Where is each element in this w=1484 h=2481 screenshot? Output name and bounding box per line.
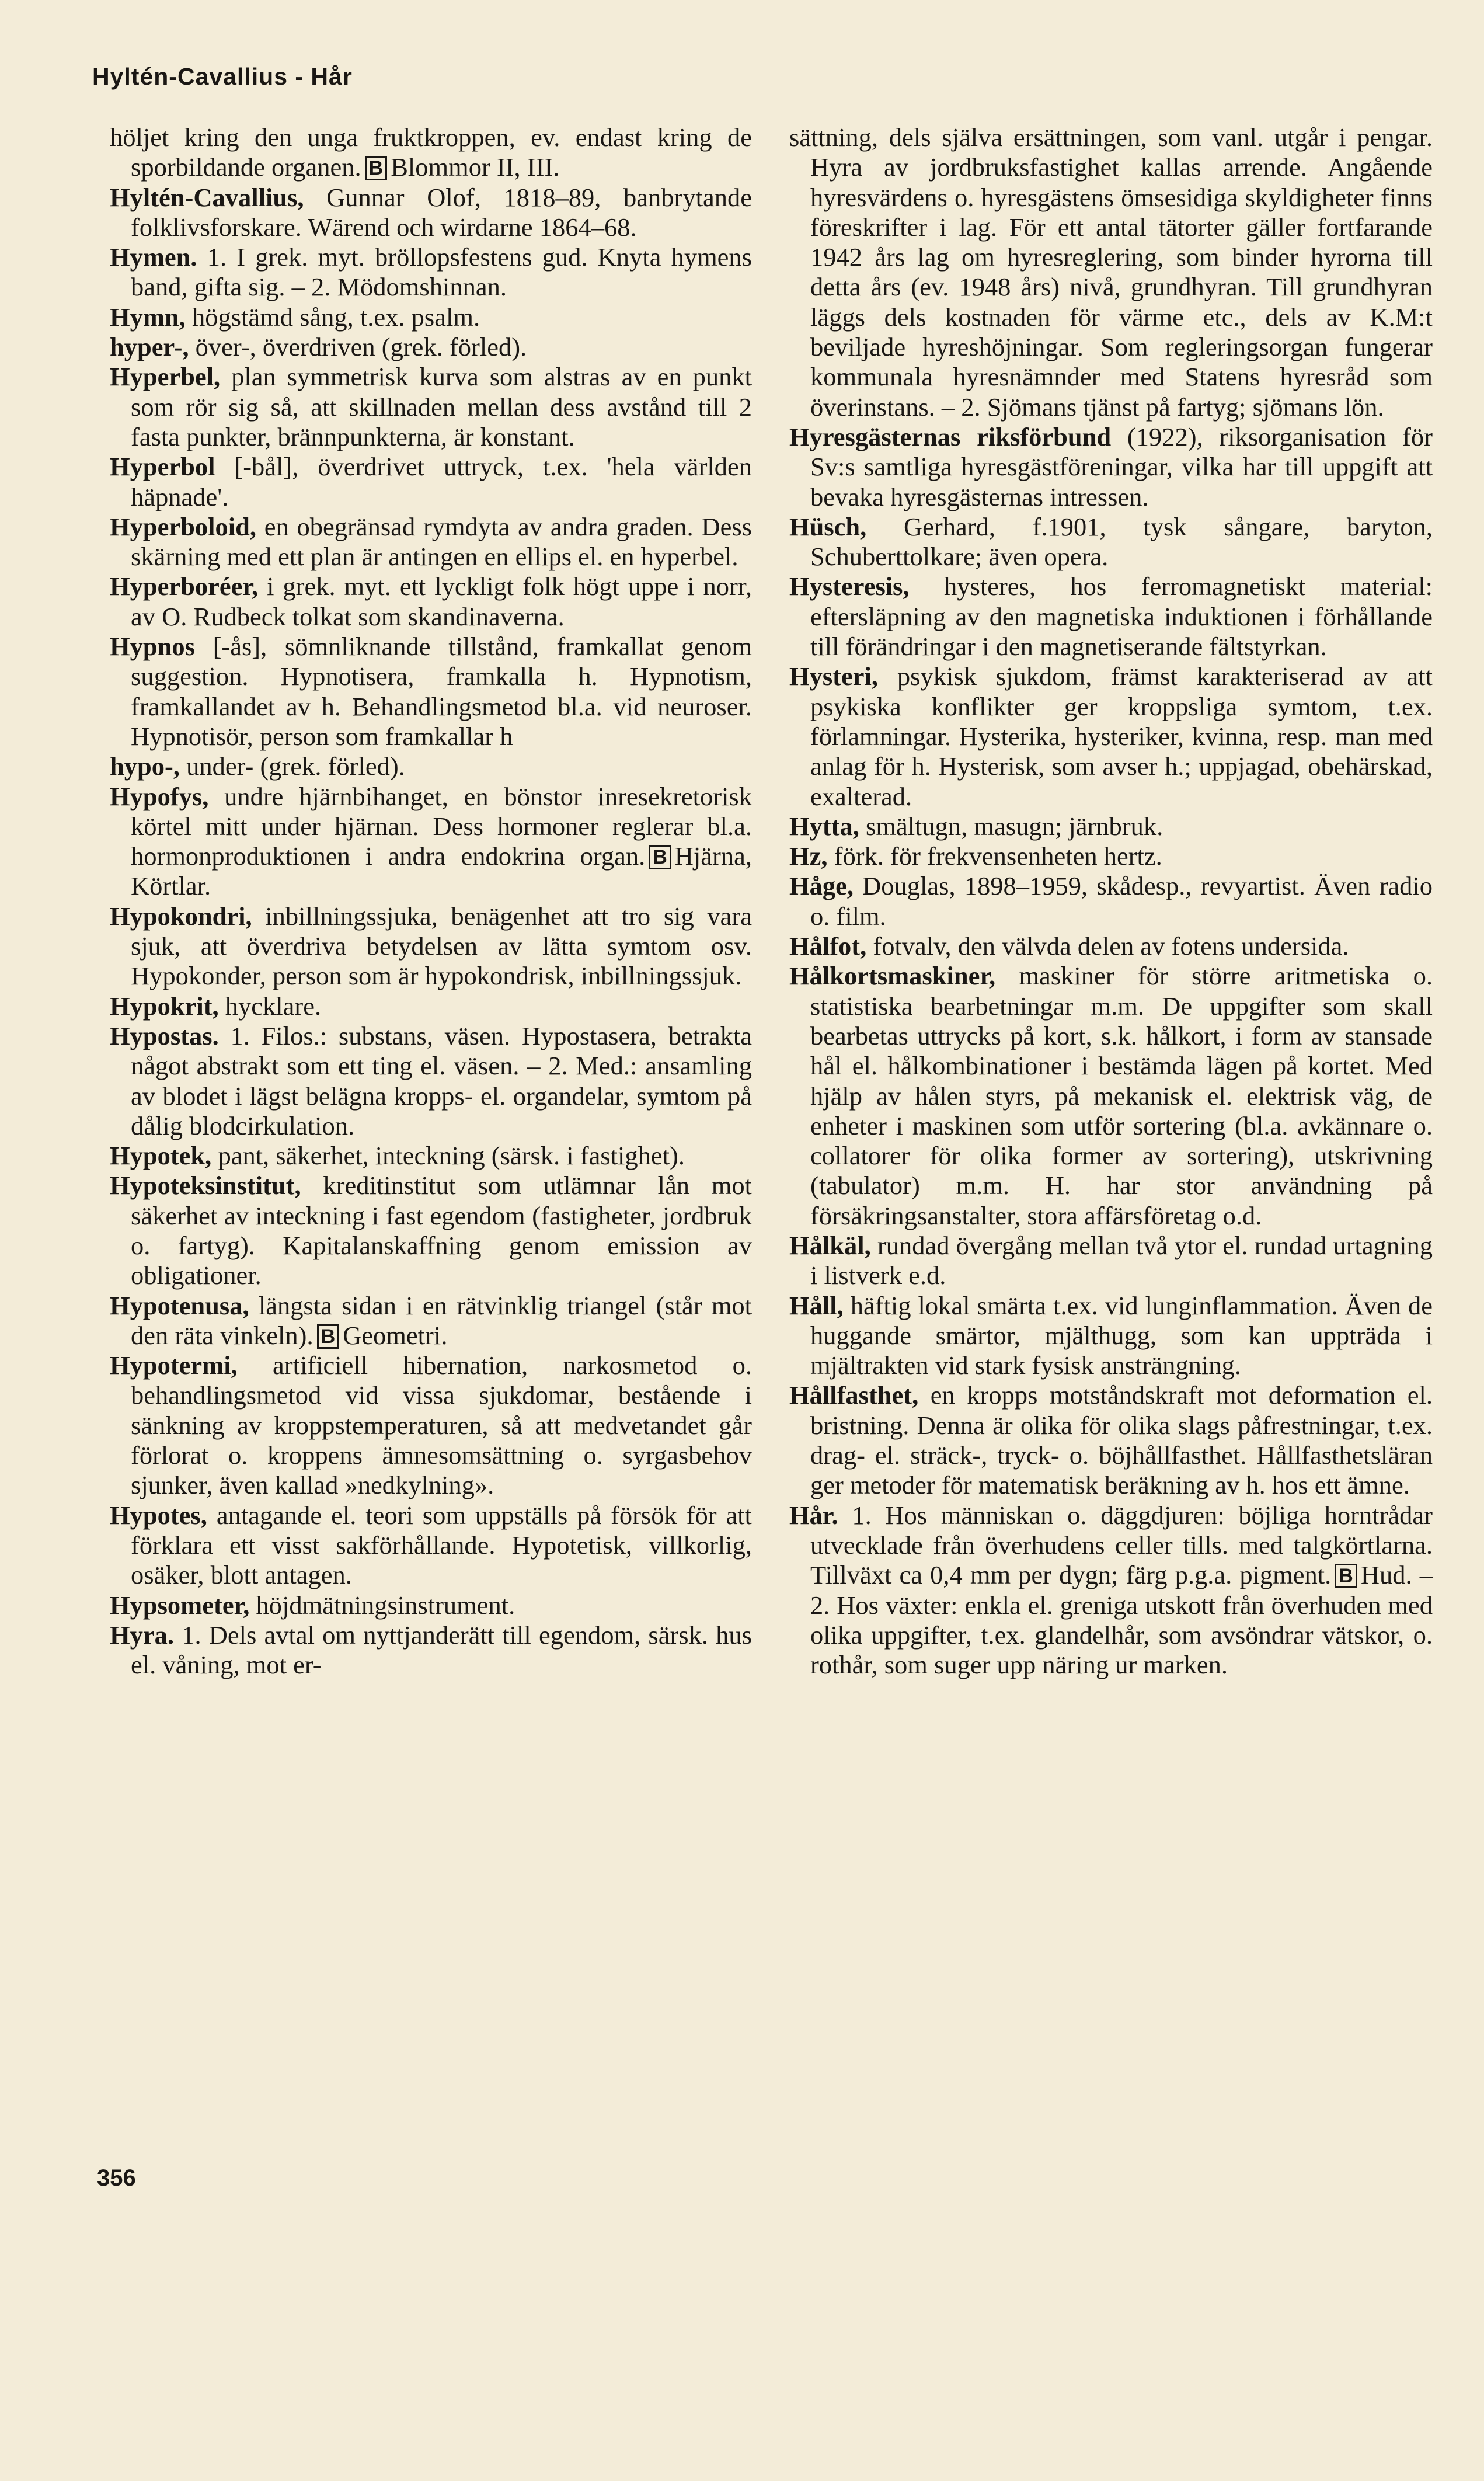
entry-definition: förk. för frekvensenheten hertz. bbox=[827, 841, 1162, 871]
entry-headword: Hålkortsmaskiner, bbox=[789, 961, 996, 991]
dictionary-entry bbox=[110, 1591, 752, 1620]
entry-headword: Hålkäl, bbox=[789, 1230, 871, 1260]
entry-headword: Hz, bbox=[789, 841, 828, 871]
entry-headword: Håge, bbox=[789, 871, 854, 901]
cross-reference-icon: B bbox=[649, 845, 671, 869]
entry-definition: plan symmetrisk kurva som alstras av en punkt som rör sig så, att skillnaden mellan dess avstånd till 2 fasta punkter, brännpunkterna, är konstant. bbox=[131, 362, 752, 451]
dictionary-entry bbox=[110, 1620, 752, 1680]
dictionary-entry bbox=[110, 1291, 752, 1351]
entry-headword: Hymn, bbox=[110, 302, 186, 332]
dictionary-entry bbox=[789, 572, 1433, 662]
dictionary-entry bbox=[789, 931, 1433, 961]
dictionary-entry bbox=[110, 302, 752, 332]
entry-definition: häftig lokal smärta t.ex. vid lunginflammation. Även de huggande smärtor, mjälthugg, som kan uppträda i mjältrakten vid stark fysisk ansträngning. bbox=[810, 1290, 1433, 1380]
entry-headword: Hypokrit, bbox=[110, 991, 219, 1021]
entry-definition: 1. Filos.: substans, väsen. Hypostasera, betrakta något abstrakt som ett ting el. väsen. – 2. Med.: ansamling av blodet i lägst belägna kropps- el. organdelar, symtom på dålig blodcirkulation. bbox=[131, 1021, 752, 1140]
entry-headword: Hüsch, bbox=[789, 511, 867, 541]
entry-headword: Hyperbol bbox=[110, 452, 215, 482]
entry-definition: [-bål], överdrivet uttryck, t.ex. 'hela världen häpnade'. bbox=[131, 452, 752, 511]
entry-headword: hypo-, bbox=[110, 751, 180, 781]
dictionary-entry bbox=[110, 991, 752, 1021]
entry-headword: Hypotek, bbox=[110, 1141, 212, 1171]
entry-definition: hycklare. bbox=[218, 991, 322, 1021]
entry-headword: Hypotenusa, bbox=[110, 1290, 249, 1320]
entry-headword: Hyperbel, bbox=[110, 362, 221, 392]
entry-headword: hyper-, bbox=[110, 332, 189, 362]
entry-definition: hysteres, hos ferromagnetiskt material: eftersläpning av den magnetiska induktionen i förhållande till förändringar i den magnetiserande fältstyrkan. bbox=[810, 572, 1433, 662]
entry-definition: (1922), riksorganisation för Sv:s samtliga hyresgästföreningar, vilka har till uppgift att bevaka hyresgästernas intressen. bbox=[810, 422, 1433, 511]
dictionary-entry bbox=[789, 841, 1433, 871]
entry-definition: Douglas, 1898–1959, skådesp., revyartist. Även radio o. film. bbox=[810, 871, 1433, 931]
entry-definition: längsta sidan i en rätvinklig triangel (står mot den räta vinkeln). bbox=[131, 1290, 752, 1350]
dictionary-entry bbox=[789, 961, 1433, 1231]
cross-reference-icon: B bbox=[365, 156, 388, 180]
entry-definition: i grek. myt. ett lyckligt folk högt uppe i norr, av O. Rudbeck tolkat som skandinaverna. bbox=[131, 572, 752, 631]
dictionary-entry bbox=[110, 751, 752, 781]
entry-definition: 1. Dels avtal om nyttjanderätt till egendom, särsk. hus el. våning, mot er- bbox=[131, 1620, 752, 1680]
entry-definition: artificiell hibernation, narkosmetod o. behandlingsmetod vid vissa sjukdomar, bestående i sänkning av kroppstemperaturen, så att medvetandet går förlorat o. kroppens ämnesomsättning o. syrgasbehov sjunker, även kallad »nedkylning». bbox=[131, 1351, 752, 1500]
dictionary-entry bbox=[110, 1141, 752, 1171]
dictionary-entry bbox=[110, 572, 752, 632]
entry-headword: Hypotes, bbox=[110, 1500, 207, 1530]
dictionary-entry bbox=[110, 332, 752, 362]
entry-headword: Hyperboloid, bbox=[110, 511, 256, 541]
dictionary-entry bbox=[110, 1171, 752, 1290]
entry-definition: undre hjärnbihanget, en bönstor inresekretorisk körtel mitt under hjärnan. Dess hormoner reglerar bl.a. hormonproduktionen i andra endokrina organ. bbox=[131, 781, 752, 871]
dictionary-entry bbox=[110, 123, 752, 183]
dictionary-entry bbox=[110, 452, 752, 512]
entry-definition: psykisk sjukdom, främst karakteriserad av att psykiska konflikter ger kroppsliga symtom, t.ex. förlamningar. Hysterika, hysteriker, kvinna, resp. man med anlag för h. Hysterisk, som avser h.; uppjagad, obehärskad, exalterad. bbox=[810, 662, 1433, 811]
dictionary-entry bbox=[789, 662, 1433, 811]
entry-definition: sättning, dels själva ersättningen, som vanl. utgår i pengar. Hyra av jordbruksfastighet kallas arrende. Angående hyresvärdens o. hyresgästens ömsesidiga skyldigheter finns föreskrifter i lag. För ett antal tätorter gäller fortfarande 1942 års lag om hyresreglering, som binder hyrorna till detta års (ev. 1948 års) nivå, grundhyran. Till grundhyran läggs dels kostnaden för värme etc., dels av K.M:t beviljade hyreshöjningar. Som regleringsorgan fungerar kommunala hyresnämnder med Statens hyresråd som överinstans. – 2. Sjömans tjänst på fartyg; sjömans lön. bbox=[789, 123, 1433, 422]
dictionary-entry bbox=[789, 1231, 1433, 1291]
dictionary-entry bbox=[110, 183, 752, 243]
entry-headword: Hyra. bbox=[110, 1620, 174, 1650]
cross-reference-text: Hud. – 2. Hos växter: enkla el. greniga utskott från överhuden med olika uppgifter, t.ex. glandelhår, som avsöndrar vätskor, o. rothår, som suger upp näring ur marken. bbox=[810, 1560, 1433, 1680]
entry-headword: Hyresgästernas riksförbund bbox=[789, 422, 1112, 451]
dictionary-entry bbox=[789, 1380, 1433, 1500]
entry-headword: Hypoteksinstitut, bbox=[110, 1171, 301, 1201]
entry-headword: Hysteresis, bbox=[789, 572, 910, 601]
cross-reference-text: Blommor II, III. bbox=[391, 152, 560, 182]
dictionary-entry bbox=[789, 871, 1433, 931]
entry-headword: Hålfot, bbox=[789, 931, 867, 961]
entry-headword: Hyperboréer, bbox=[110, 572, 259, 601]
entry-definition: maskiner för större aritmetiska o. statistiska bearbetningar m.m. De uppgifter som skall bearbetas uttrycks på kort, s.k. hålkort, i form av stansade hål el. hålkombinationer i bestämda lägen på kortet. Med hjälp av hålen styrs, på mekanisk el. elektrisk väg, de enheter i maskinen som utför sortering (bl.a. avkännare o. collatorer för olika former av sortering), utskrivning (tabulator) m.m. H. har stor användning på försäkringsanstalter, stora affärsföretag o.d. bbox=[810, 961, 1433, 1230]
dictionary-entry bbox=[789, 123, 1433, 422]
right-column bbox=[789, 123, 1433, 1680]
cross-reference-icon: B bbox=[1335, 1564, 1357, 1588]
entry-definition: höjdmätningsinstrument. bbox=[249, 1590, 515, 1620]
entry-headword: Hymen. bbox=[110, 242, 197, 272]
entry-headword: Hypnos bbox=[110, 632, 195, 662]
dictionary-entry bbox=[789, 512, 1433, 572]
dictionary-entry bbox=[110, 782, 752, 902]
left-column bbox=[110, 123, 752, 1680]
entry-definition: [-ås], sömnliknande tillstånd, framkallat genom suggestion. Hypnotisera, framkalla h. Hypnotism, framkallandet av h. Behandlingsmetod bl.a. vid neuroser. Hypnotisör, person som framkallar h bbox=[131, 632, 752, 751]
entry-definition: fotvalv, den välvda delen av fotens undersida. bbox=[866, 931, 1349, 961]
dictionary-entry bbox=[789, 1291, 1433, 1381]
running-head: Hyltén-Cavallius - Hår bbox=[92, 63, 353, 90]
entry-definition: 1. Hos människan o. däggdjuren: böjliga horntrådar utvecklade från överhudens celler tills. med talgkörtlarna. Tillväxt ca 0,4 mm per dygn; färg p.g.a. pigment. bbox=[810, 1500, 1433, 1590]
dictionary-entry bbox=[110, 632, 752, 751]
page-number: 356 bbox=[97, 2165, 136, 2191]
entry-headword: Hår. bbox=[789, 1500, 838, 1530]
entry-definition: kreditinstitut som utlämnar lån mot säkerhet av inteckning i fast egendom (fastigheter, jordbruk o. fartyg). Kapitalanskaffning genom emission av obligationer. bbox=[131, 1171, 752, 1290]
entry-definition: smältugn, masugn; järnbruk. bbox=[859, 811, 1163, 841]
entry-headword: Hypokondri, bbox=[110, 901, 252, 931]
entry-definition: högstämd sång, t.ex. psalm. bbox=[185, 302, 480, 332]
entry-definition: Gunnar Olof, 1818–89, banbrytande folklivsforskare. Wärend och wirdarne 1864–68. bbox=[131, 182, 752, 242]
dictionary-entry bbox=[789, 812, 1433, 841]
entry-headword: Hypostas. bbox=[110, 1021, 219, 1050]
dictionary-entry bbox=[110, 512, 752, 572]
entry-headword: Hypofys, bbox=[110, 781, 209, 811]
entry-definition: en obegränsad rymdyta av andra graden. Dess skärning med ett plan är antingen en ellips el. en hyperbel. bbox=[131, 511, 752, 572]
dictionary-entry bbox=[110, 242, 752, 302]
cross-reference-icon: B bbox=[317, 1324, 340, 1349]
entry-definition: en kropps motståndskraft mot deformation el. bristning. Denna är olika för olika slags påfrestningar, t.ex. drag- el. sträck-, tryck- o. böjhållfasthet. Hållfasthetsläran ger metoder för matematisk beräkning av h. hos ett ämne. bbox=[810, 1380, 1433, 1500]
entry-headword: Hytta, bbox=[789, 811, 859, 841]
entry-headword: Hypsometer, bbox=[110, 1590, 250, 1620]
entry-definition: pant, säkerhet, inteckning (särsk. i fastighet). bbox=[211, 1141, 685, 1171]
cross-reference-text: Hjärna, Körtlar. bbox=[131, 841, 752, 901]
entry-headword: Hysteri, bbox=[789, 662, 878, 691]
entry-headword: Håll, bbox=[789, 1290, 844, 1320]
entry-definition: över-, överdriven (grek. förled). bbox=[189, 332, 527, 362]
entry-definition: antagande el. teori som uppställs på försök för att förklara ett visst sakförhållande. Hypotetisk, villkorlig, osäker, blott antagen. bbox=[131, 1500, 752, 1590]
dictionary-entry bbox=[110, 902, 752, 991]
entry-headword: Hypotermi, bbox=[110, 1351, 238, 1380]
entry-definition: rundad övergång mellan två ytor el. rundad urtagning i listverk e.d. bbox=[810, 1230, 1433, 1290]
entry-headword: Hyltén-Cavallius, bbox=[110, 182, 304, 212]
cross-reference-text: Geometri. bbox=[343, 1320, 448, 1350]
dictionary-entry bbox=[789, 1501, 1433, 1680]
entry-definition: Gerhard, f.1901, tysk sångare, baryton, Schuberttolkare; även opera. bbox=[810, 511, 1433, 572]
entry-definition: 1. I grek. myt. bröllopsfestens gud. Knyta hymens band, gifta sig. – 2. Mödomshinnan. bbox=[131, 242, 752, 302]
dictionary-entry bbox=[110, 362, 752, 452]
entry-definition: under- (grek. förled). bbox=[179, 751, 405, 781]
entry-headword: Hållfasthet, bbox=[789, 1380, 919, 1410]
dictionary-entry bbox=[110, 1021, 752, 1141]
entry-definition: höljet kring den unga fruktkroppen, ev. endast kring de sporbildande organen. bbox=[110, 123, 752, 182]
dictionary-entry bbox=[110, 1351, 752, 1500]
dictionary-entry bbox=[789, 422, 1433, 512]
entry-definition: inbillningssjuka, benägenhet att tro sig vara sjuk, att överdriva betydelsen av lätta symtom osv. Hypokonder, person som är hypokondrisk, inbillningssjuk. bbox=[131, 901, 752, 991]
dictionary-entry bbox=[110, 1501, 752, 1591]
